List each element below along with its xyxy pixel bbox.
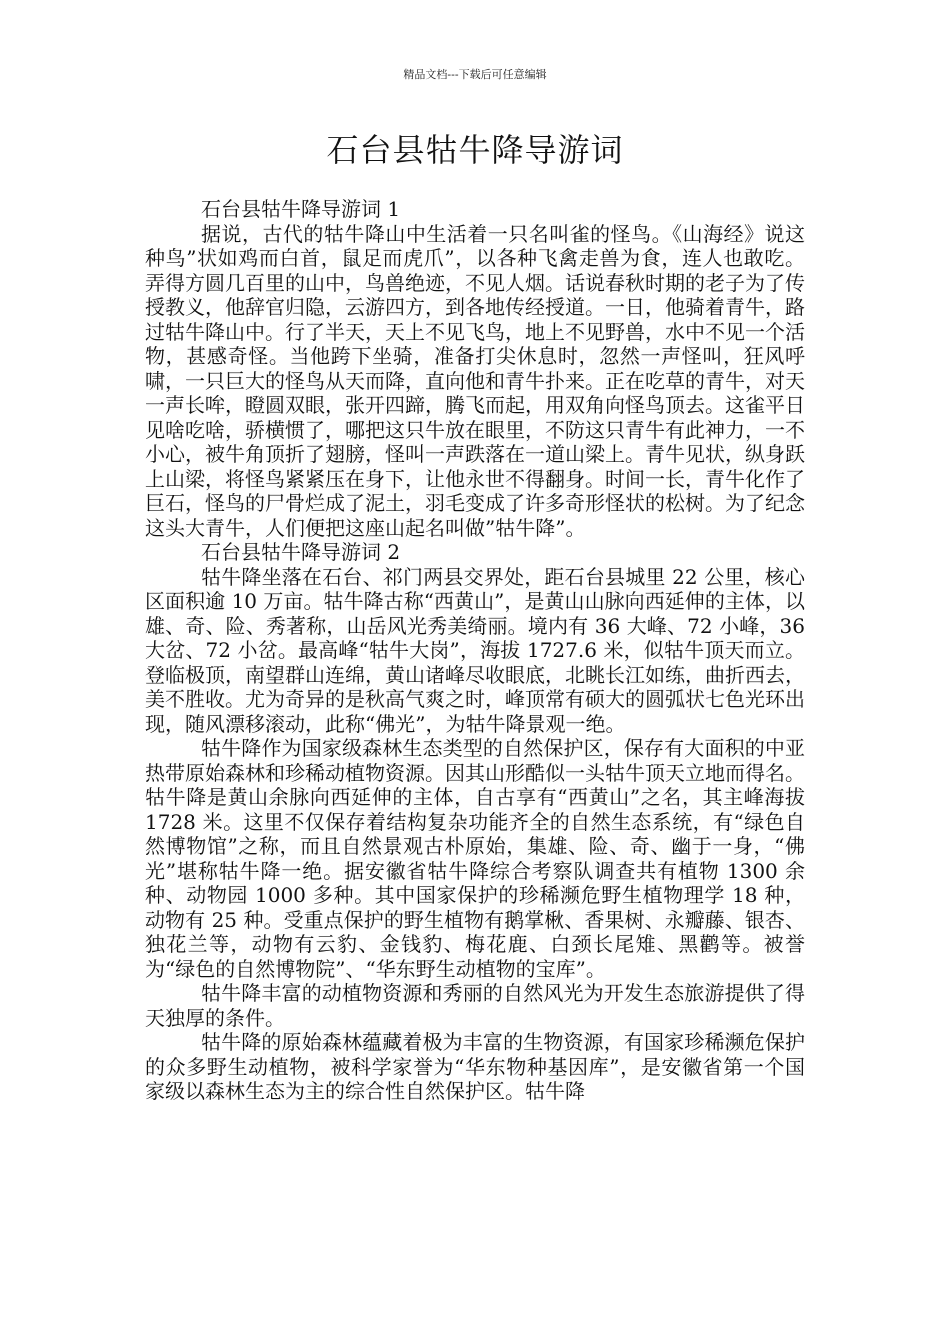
section-heading-2: 石台县牯牛降导游词 2 <box>201 540 401 564</box>
paragraph: 牯牛降坐落在石台、祁门两县交界处，距石台县城里 22 公里，核心区面积逾 10 万亩。牯牛降古称“西黄山”，是黄山山脉向西延伸的主体，以雄、奇、险、秀著称，山岳风光秀美绮丽。境内有 36 大峰、72 小峰，36 大岔、72 小岔。最高峰“牯牛大岗”，海拔 1727.6 米，似牯牛顶天而立。登临极顶，南望群山连绵，黄山诸峰尽收眼底，北眺长江如练，曲折西去，美不胜收。尤为奇异的是秋高气爽之时，峰顶常有硕大的圆弧状七色光环出现，随风漂移滚动，此称“佛光”，为牯牛降景观一绝。 <box>145 564 805 736</box>
paragraph: 据说，古代的牯牛降山中生活着一只名叫雀的怪鸟。《山海经》说这种鸟”状如鸡而白首，鼠足而虎爪”，以各种飞禽走兽为食，连人也敢吃。弄得方圆几百里的山中，鸟兽绝迹，不见人烟。话说春秋时期的老子为了传授教义，他辞官归隐，云游四方，到各地传经授道。一日，他骑着青牛，路过牯牛降山中。行了半天，天上不见飞鸟，地上不见野兽，水中不见一个活物，甚感奇怪。当他跨下坐骑，准备打尖休息时，忽然一声怪叫，狂风呼啸，一只巨大的怪鸟从天而降，直向他和青牛扑来。正在吃草的青牛，对天一声长哞，瞪圆双眼，张开四蹄，腾飞而起，用双角向怪鸟顶去。这雀平日见啥吃啥，骄横惯了，哪把这只牛放在眼里，不防这只青牛有此神力，一不小心，被牛角顶折了翅膀，怪叫一声跌落在一道山梁上。青牛见状，纵身跃上山梁，将怪鸟紧紧压在身下，让他永世不得翻身。时间一长，青牛化作了巨石，怪鸟的尸骨烂成了泥土，羽毛变成了许多奇形怪状的松树。为了纪念这头大青牛，人们便把这座山起名叫做”牯牛降”。 <box>145 221 805 540</box>
document-body <box>145 197 805 1104</box>
header-note: 精品文档---下载后可任意编辑 <box>403 68 547 81</box>
paragraph: 牯牛降的原始森林蕴藏着极为丰富的生物资源，有国家珍稀濒危保护的众多野生动植物，被科学家誉为“华东物种基因库”，是安徽省第一个国家级以森林生态为主的综合性自然保护区。牯牛降 <box>145 1030 805 1103</box>
document-title: 石台县牯牛降导游词 <box>326 131 624 169</box>
paragraph: 牯牛降作为国家级森林生态类型的自然保护区，保存有大面积的中亚热带原始森林和珍稀动植物资源。因其山形酷似一头牯牛顶天立地而得名。牯牛降是黄山余脉向西延伸的主体，自古享有“西黄山”之名，其主峰海拔 1728 米。这里不仅保存着结构复杂功能齐全的自然生态系统，有“绿色自然博物馆”之称，而且自然景观古朴原始，集雄、险、奇、幽于一身，“佛光”堪称牯牛降一绝。据安徽省牯牛降综合考察队调查共有植物 1300 余种、动物园 1000 多种。其中国家保护的珍稀濒危野生植物理学 18 种，动物有 25 种。受重点保护的野生植物有鹅掌楸、香果树、永瓣藤、银杏、独花兰等，动物有云豹、金钱豹、梅花鹿、白颈长尾雉、黑鹳等。被誉为“绿色的自然博物院”、“华东野生动植物的宝库”。 <box>145 736 805 981</box>
section-heading-1: 石台县牯牛降导游词 1 <box>201 197 401 221</box>
paragraph: 牯牛降丰富的动植物资源和秀丽的自然风光为开发生态旅游提供了得天独厚的条件。 <box>145 981 805 1030</box>
